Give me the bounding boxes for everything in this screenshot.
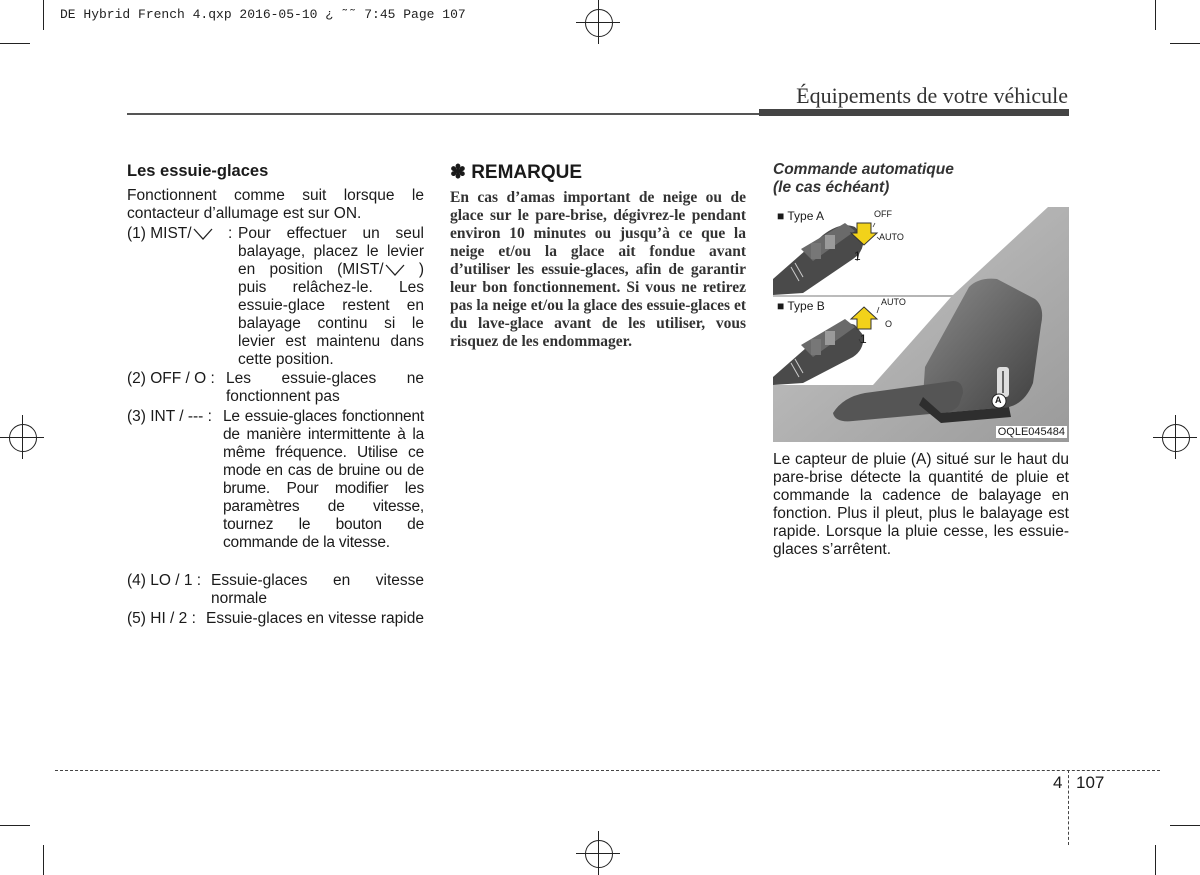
item-label: (5) HI / 2 :: [127, 610, 196, 627]
trim-mark: [1170, 43, 1200, 44]
item-label: (2) OFF / O :: [127, 370, 215, 387]
mist-icon: [385, 264, 405, 276]
trim-mark: [1155, 0, 1156, 30]
registration-mark-bottom: [576, 831, 620, 875]
number-label-a: 1: [854, 249, 861, 263]
figure-drawing: [773, 207, 1069, 442]
item-label: (4) LO / 1 :: [127, 572, 202, 589]
wiper-sensor-figure: [773, 207, 1069, 442]
list-item: [127, 225, 424, 370]
type-b-label: ■ Type B: [777, 299, 825, 313]
o-label: O: [885, 319, 893, 329]
list-item: [127, 610, 424, 648]
auto-label-a: AUTO: [879, 232, 904, 242]
registration-mark-right: [1153, 415, 1197, 459]
item-label: (1) MIST/: [127, 225, 192, 242]
header-rule: [127, 113, 759, 115]
chapter-number: 4: [1053, 773, 1063, 792]
mist-icon: [193, 228, 213, 240]
wipers-intro: Fonctionnent comme suit lorsque le contacteur d’allumage est sur ON.: [127, 187, 424, 222]
trim-mark: [1155, 845, 1156, 875]
print-slug: DE Hybrid French 4.qxp 2016-05-10 ¿ ˜˜ 7:45 Page 107: [60, 7, 466, 22]
list-item: [127, 370, 424, 408]
trim-mark: [1170, 825, 1200, 826]
item-description: Le essuie-glaces fonctionnent de manière intermittente à la même fréquence. Utilise ce mode en cas de bruine ou de brume. Pour modifier les paramètres de vitesse, tournez le bouton de commande de la vitesse.: [223, 408, 424, 551]
registration-mark-top: [576, 0, 620, 44]
note-body: En cas d’amas important de neige ou de glace sur le pare-brise, dégivrez-le pendant environ 10 minutes ou jusqu’à ce que la neige et/ou la glace ait fondue avant d’utiliser les essuie-glaces, afin de garantir leur bon fonctionnement. Si vous ne retirez pas la neige et/ou la glace des essuie-glaces et du lave-glace avant de les utiliser, vous risquez de les endommager.: [450, 189, 746, 350]
item-description: Les essuie-glaces ne fonctionnent pas: [226, 370, 424, 405]
auto-control-subtitle: Commande automatique (le cas échéant): [773, 161, 954, 196]
list-item: [127, 408, 424, 573]
auto-label-b: AUTO: [881, 297, 906, 307]
off-label: OFF: [874, 209, 892, 219]
rain-sensor-description: Le capteur de pluie (A) situé sur le haut du pare-brise détecte la quantité de pluie et commande la cadence de balayage en fonction. Plus il pleut, plus le balayage est rapide. Lorsque la pluie cesse, les essuie-glaces s’arrêtent.: [773, 451, 1069, 558]
wipers-heading: Les essuie-glaces: [127, 162, 269, 180]
trim-mark: [43, 845, 44, 875]
page-number: 107: [1076, 773, 1105, 792]
item-description: Pour effectuer un seul balayage, placez le levier en position (MIST/ ) puis relâchez-le. Les essuie-glace restent en balayage continu si le levier est maintenu dans cette position.: [238, 225, 424, 368]
number-label-b: 1: [860, 332, 867, 346]
trim-mark: [0, 43, 30, 44]
item-label: (3) INT / --- :: [127, 408, 212, 425]
type-a-label: ■ Type A: [777, 209, 825, 223]
list-item: [127, 572, 424, 610]
item-description: Essuie-glaces en vitesse rapide: [206, 610, 424, 627]
sensor-label: A: [995, 395, 1002, 405]
note-title: ✽ REMARQUE: [450, 162, 583, 183]
trim-mark: [0, 825, 30, 826]
registration-mark-left: [0, 415, 44, 459]
page-divider: [1068, 770, 1069, 845]
trim-mark: [43, 0, 44, 30]
header-rule-thick: [759, 109, 1069, 116]
section-title: Équipements de votre véhicule: [796, 83, 1068, 108]
item-colon: :: [228, 225, 233, 242]
footer-rule: [55, 770, 1160, 771]
figure-code: OQLE045484: [997, 426, 1065, 438]
item-description: Essuie-glaces en vitesse normale: [211, 572, 424, 607]
